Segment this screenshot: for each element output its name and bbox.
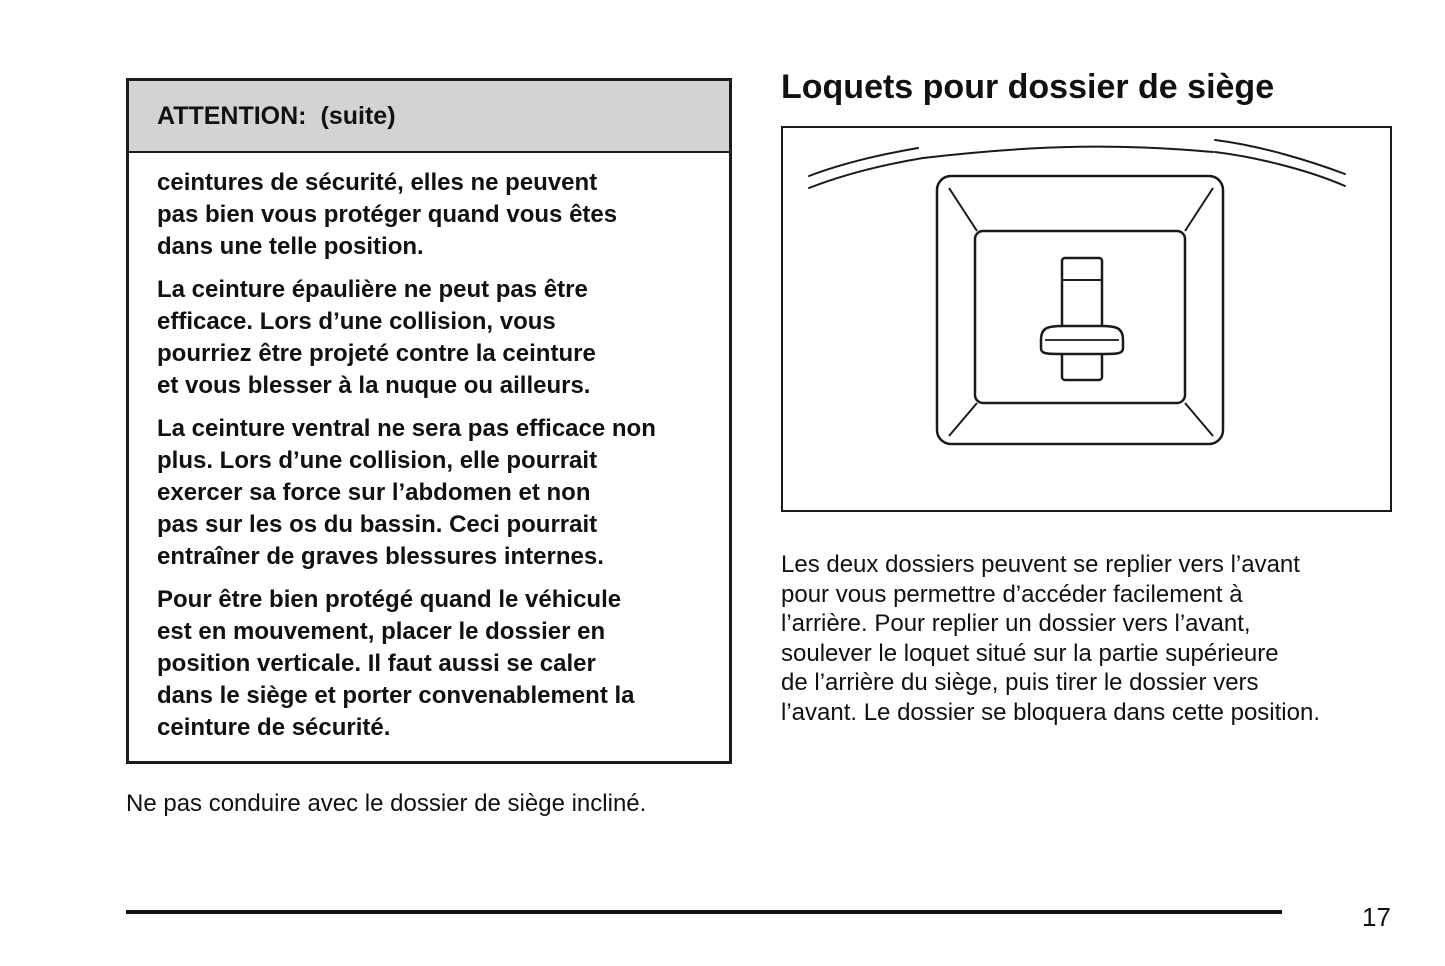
- description-line: pour vous permettre d’accéder facilement à: [781, 580, 1243, 608]
- seat-latch-drawing: [783, 128, 1390, 510]
- warning-line: La ceinture ventral ne sera pas efficace non: [157, 415, 656, 442]
- warning-box: [126, 78, 732, 764]
- warning-line: est en mouvement, placer le dossier en: [157, 618, 606, 645]
- warning-header: [129, 81, 729, 153]
- warning-line: La ceinture épaulière ne peut pas être: [157, 276, 588, 303]
- section-title: Loquets pour dossier de siège: [781, 68, 1275, 106]
- page-number: 17: [1362, 902, 1391, 932]
- seat-contour-line: [1215, 140, 1345, 174]
- seat-contour-line: [923, 147, 1213, 158]
- warning-label: ATTENTION:: [157, 101, 307, 130]
- seat-latch-illustration: [781, 126, 1392, 512]
- warning-paragraph: [157, 167, 709, 263]
- warning-line: exercer sa force sur l’abdomen et non: [157, 479, 591, 506]
- warning-line: pas sur les os du bassin. Ceci pourrait: [157, 511, 598, 538]
- warning-line: pourriez être projeté contre la ceinture: [157, 340, 596, 367]
- warning-line: ceintures de sécurité, elles ne peuvent: [157, 169, 598, 196]
- driving-note: Ne pas conduire avec le dossier de siège incliné.: [126, 790, 647, 817]
- warning-line: pas bien vous protéger quand vous êtes: [157, 201, 618, 228]
- warning-paragraph: [157, 413, 709, 573]
- seat-contour-line: [809, 158, 923, 188]
- seat-contour-line: [1215, 152, 1345, 186]
- warning-body: [129, 153, 729, 744]
- warning-line: dans le siège et porter convenablement la: [157, 682, 635, 709]
- latch-lever[interactable]: [1041, 258, 1123, 380]
- warning-line: ceinture de sécurité.: [157, 714, 391, 741]
- warning-suffix: (suite): [320, 101, 396, 130]
- description-line: soulever le loquet situé sur la partie supérieure: [781, 639, 1279, 667]
- description-line: Les deux dossiers peuvent se replier vers l’avant: [781, 551, 1300, 578]
- section-description: [781, 550, 1421, 727]
- description-line: l’arrière. Pour replier un dossier vers l’avant,: [781, 610, 1251, 637]
- warning-line: dans une telle position.: [157, 233, 424, 260]
- warning-line: Pour être bien protégé quand le véhicule: [157, 586, 622, 613]
- warning-paragraph: [157, 584, 709, 744]
- warning-line: entraîner de graves blessures internes.: [157, 543, 604, 570]
- warning-line: position verticale. Il faut aussi se caler: [157, 650, 596, 677]
- warning-paragraph: [157, 274, 709, 402]
- warning-line: plus. Lors d’une collision, elle pourrait: [157, 447, 598, 474]
- description-line: l’avant. Le dossier se bloquera dans cette position.: [781, 698, 1321, 726]
- footer-rule: [126, 910, 1282, 914]
- warning-line: efficace. Lors d’une collision, vous: [157, 308, 556, 335]
- description-line: de l’arrière du siège, puis tirer le dossier vers: [781, 669, 1259, 696]
- warning-line: et vous blesser à la nuque ou ailleurs.: [157, 372, 591, 399]
